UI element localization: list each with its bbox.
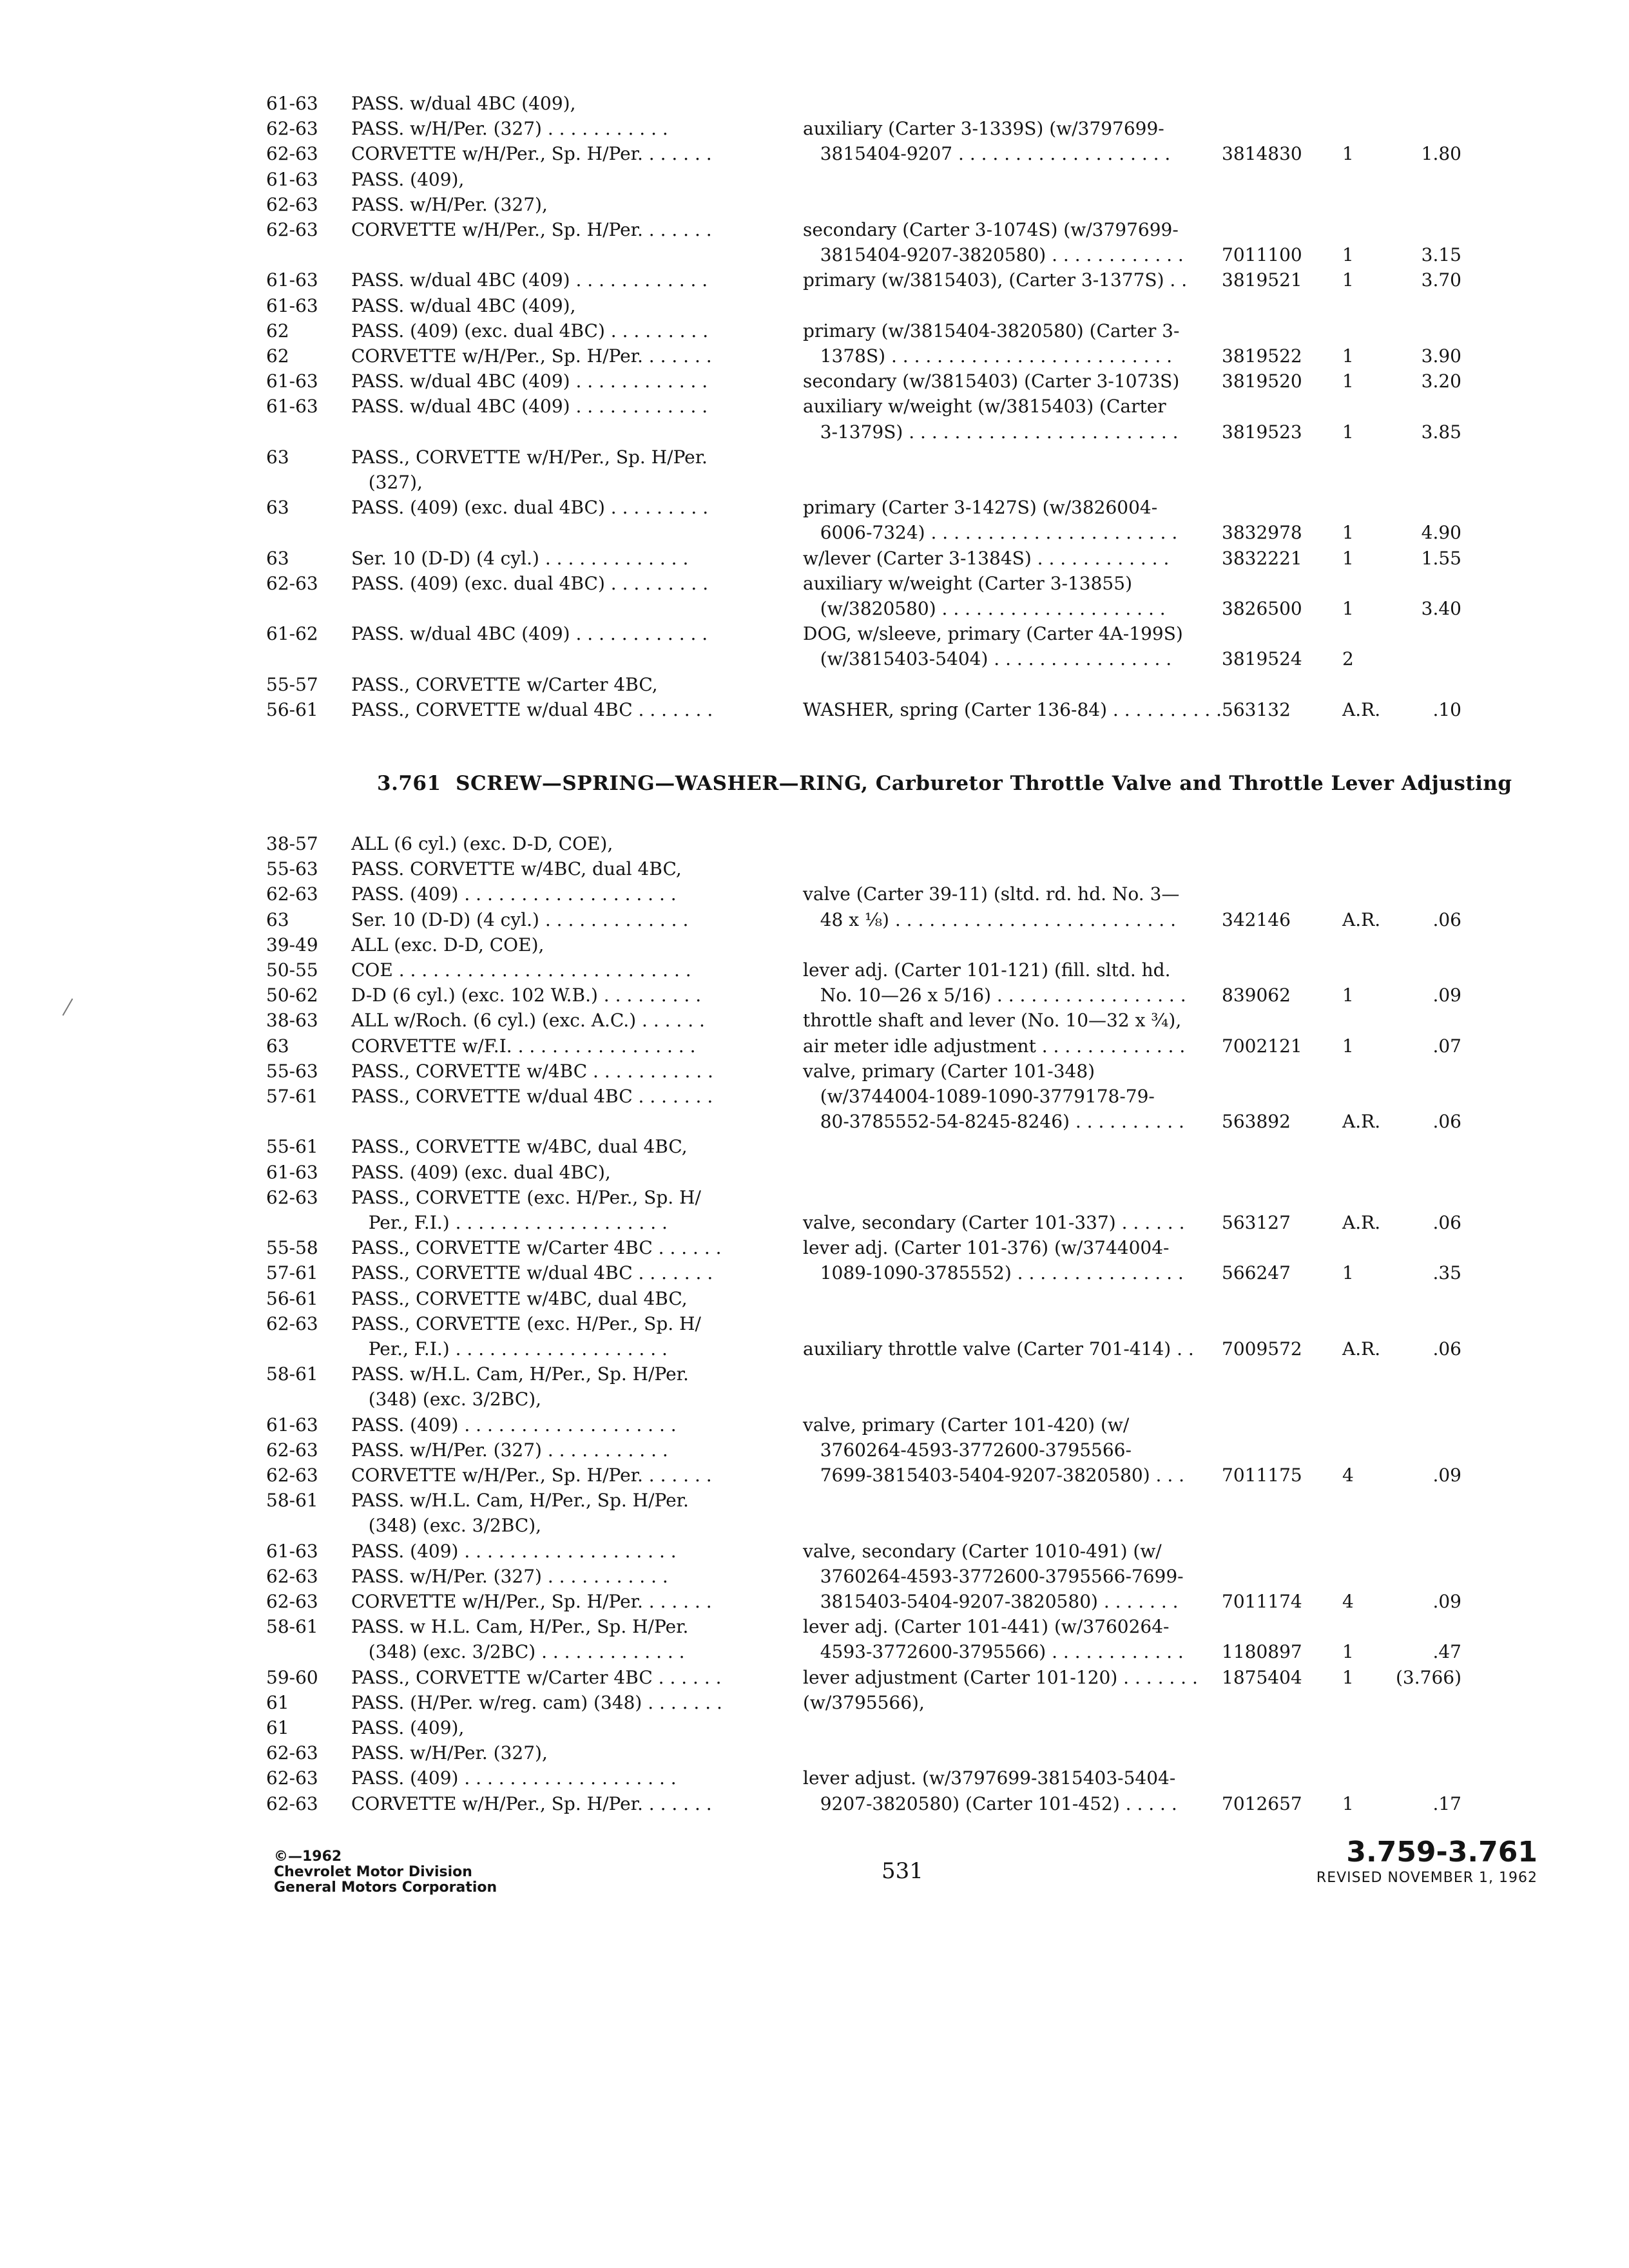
price: .17 xyxy=(1432,1792,1461,1814)
model-year: 62 xyxy=(266,320,289,341)
table-row xyxy=(0,957,1629,983)
model-year: 50-55 xyxy=(266,959,318,981)
application: CORVETTE w/F.I. . . . . . . . . . . . . . . . . xyxy=(351,1035,696,1057)
part-number: 3814830 xyxy=(1222,143,1302,165)
description: (w/3820580) . . . . . . . . . . . . . . . . . . . . xyxy=(803,598,1166,619)
price: .06 xyxy=(1432,1212,1461,1233)
model-year: 62-63 xyxy=(266,572,318,594)
table-row xyxy=(0,1690,1629,1716)
model-year: 61 xyxy=(266,1717,289,1738)
description: 3760264-4593-3772600-3795566-7699- xyxy=(803,1565,1184,1587)
application: PASS., CORVETTE w/dual 4BC . . . . . . . xyxy=(351,1262,713,1284)
application: PASS., CORVETTE w/H/Per., Sp. H/Per. xyxy=(351,446,708,468)
table-row xyxy=(0,1033,1629,1059)
application: Ser. 10 (D-D) (4 cyl.) . . . . . . . . . . . . . xyxy=(351,547,689,569)
application: PASS., CORVETTE w/4BC, dual 4BC, xyxy=(351,1287,688,1309)
application: PASS. w/H/Per. (327) . . . . . . . . . . . xyxy=(351,1565,668,1587)
table-row xyxy=(0,267,1629,293)
table-row xyxy=(0,596,1629,622)
table-row xyxy=(0,495,1629,521)
description: lever adjust. (w/3797699-3815403-5404- xyxy=(803,1767,1176,1789)
application: PASS. w/dual 4BC (409), xyxy=(351,294,576,316)
application: PASS. w H.L. Cam, H/Per., Sp. H/Per. xyxy=(351,1616,689,1638)
application: PASS. CORVETTE w/4BC, dual 4BC, xyxy=(351,858,682,880)
corporation-line: General Motors Corporation xyxy=(274,1879,497,1896)
quantity: A.R. xyxy=(1342,1212,1381,1233)
model-year: 61 xyxy=(266,1691,289,1713)
application: PASS. (H/Per. w/reg. cam) (348) . . . . . . . xyxy=(351,1691,722,1713)
part-number: 3832221 xyxy=(1222,547,1302,569)
quantity: 1 xyxy=(1342,547,1354,569)
table-row xyxy=(0,470,1629,495)
table-row xyxy=(0,394,1629,419)
description: 9207-3820580) (Carter 101-452) . . . . . xyxy=(803,1792,1177,1814)
table-row xyxy=(0,546,1629,572)
table-row xyxy=(0,1539,1629,1564)
table-row xyxy=(0,1513,1629,1539)
application: (327), xyxy=(351,472,423,493)
part-number: 3832978 xyxy=(1222,522,1302,544)
description: (w/3744004-1089-1090-3779178-79- xyxy=(803,1086,1155,1107)
description: 1089-1090-3785552) . . . . . . . . . . . . . . . xyxy=(803,1262,1184,1284)
table-row xyxy=(0,1463,1629,1488)
part-number: 563127 xyxy=(1222,1212,1291,1233)
table-row xyxy=(0,1665,1629,1691)
description: valve, secondary (Carter 101-337) . . . . . . xyxy=(803,1212,1185,1233)
model-year: 62-63 xyxy=(266,1465,318,1486)
price: 1.80 xyxy=(1421,143,1461,165)
table-row xyxy=(0,141,1629,167)
application: PASS. (409) (exc. dual 4BC) . . . . . . . . . xyxy=(351,572,709,594)
table-row xyxy=(0,1059,1629,1084)
application: Per., F.I.) . . . . . . . . . . . . . . . . . . . xyxy=(351,1212,668,1233)
model-year: 61-63 xyxy=(266,1161,318,1183)
table-row xyxy=(0,1008,1629,1033)
table-row xyxy=(0,293,1629,319)
description: 6006-7324) . . . . . . . . . . . . . . . . . . . . . . xyxy=(803,522,1178,544)
price: 3.40 xyxy=(1421,598,1461,619)
quantity: 4 xyxy=(1342,1465,1354,1486)
model-year: 63 xyxy=(266,547,289,569)
model-year: 63 xyxy=(266,908,289,930)
quantity: 1 xyxy=(1342,522,1354,544)
table-row xyxy=(0,445,1629,470)
model-year: 62-63 xyxy=(266,118,318,140)
table-row xyxy=(0,881,1629,907)
application: Per., F.I.) . . . . . . . . . . . . . . . . . . . xyxy=(351,1338,668,1360)
description: lever adjustment (Carter 101-120) . . . . . . . xyxy=(803,1666,1198,1688)
application: PASS., CORVETTE w/dual 4BC . . . . . . . xyxy=(351,1086,713,1107)
application: COE . . . . . . . . . . . . . . . . . . . . . . . . . . xyxy=(351,959,691,981)
application: (348) (exc. 3/2BC), xyxy=(351,1389,542,1410)
part-number: 7002121 xyxy=(1222,1035,1302,1057)
model-year: 63 xyxy=(266,446,289,468)
description: 3-1379S) . . . . . . . . . . . . . . . . . . . . . . . . xyxy=(803,421,1179,443)
table-row xyxy=(0,1564,1629,1590)
price: .07 xyxy=(1432,1035,1461,1057)
application: PASS. (409), xyxy=(351,1717,465,1738)
application: PASS., CORVETTE w/Carter 4BC . . . . . . xyxy=(351,1666,722,1688)
application: PASS. (409) (exc. dual 4BC) . . . . . . . . . xyxy=(351,497,709,519)
table-row xyxy=(0,697,1629,723)
description: 3815404-9207 . . . . . . . . . . . . . . . . . . . xyxy=(803,143,1171,165)
description: auxiliary throttle valve (Carter 701-414) . . xyxy=(803,1338,1194,1360)
model-year: 56-61 xyxy=(266,698,318,720)
model-year: 62-63 xyxy=(266,883,318,905)
quantity: 1 xyxy=(1342,143,1354,165)
table-row xyxy=(0,907,1629,933)
table-row xyxy=(0,1765,1629,1791)
application: PASS. w/H/Per. (327) . . . . . . . . . . . xyxy=(351,118,668,140)
table-row xyxy=(0,116,1629,142)
quantity: 1 xyxy=(1342,370,1354,392)
application: PASS. (409) . . . . . . . . . . . . . . . . . . . xyxy=(351,1767,677,1789)
description: DOG, w/sleeve, primary (Carter 4A-199S) xyxy=(803,623,1183,645)
quantity: 1 xyxy=(1342,598,1354,619)
table-row xyxy=(0,217,1629,243)
price: .06 xyxy=(1432,1338,1461,1360)
price: .47 xyxy=(1432,1641,1461,1663)
price: 3.20 xyxy=(1421,370,1461,392)
price: 1.55 xyxy=(1421,547,1461,569)
model-year: 57-61 xyxy=(266,1262,318,1284)
model-year: 38-57 xyxy=(266,833,318,854)
application: PASS. w/H/Per. (327), xyxy=(351,1742,548,1764)
description: lever adj. (Carter 101-121) (fill. sltd. hd. xyxy=(803,959,1171,981)
model-year: 62-63 xyxy=(266,193,318,215)
part-number: 7009572 xyxy=(1222,1338,1302,1360)
description: (w/3795566), xyxy=(803,1691,925,1713)
price: .35 xyxy=(1432,1262,1461,1284)
model-year: 61-62 xyxy=(266,623,318,645)
description: 3815404-9207-3820580) . . . . . . . . . . . . xyxy=(803,244,1184,266)
description: 7699-3815403-5404-9207-3820580) . . . xyxy=(803,1465,1185,1486)
model-year: 61-63 xyxy=(266,396,318,418)
price: 3.85 xyxy=(1421,421,1461,443)
price: .09 xyxy=(1432,985,1461,1006)
application: CORVETTE w/H/Per., Sp. H/Per. . . . . . . xyxy=(351,143,712,165)
application: PASS., CORVETTE (exc. H/Per., Sp. H/ xyxy=(351,1186,701,1208)
quantity: 1 xyxy=(1342,345,1354,367)
part-number: 563892 xyxy=(1222,1111,1291,1133)
revised-date: REVISED NOVEMBER 1, 1962 xyxy=(1316,1870,1537,1886)
description: air meter idle adjustment . . . . . . . . . . . . . xyxy=(803,1035,1186,1057)
model-year: 56-61 xyxy=(266,1287,318,1309)
quantity: 1 xyxy=(1342,1666,1354,1688)
model-year: 50-62 xyxy=(266,985,318,1006)
page-number: 531 xyxy=(882,1858,923,1884)
price: .06 xyxy=(1432,908,1461,930)
price: 3.90 xyxy=(1421,345,1461,367)
application: (348) (exc. 3/2BC), xyxy=(351,1515,542,1537)
table-row xyxy=(0,983,1629,1008)
part-number: 3819521 xyxy=(1222,269,1302,291)
table-row xyxy=(0,856,1629,882)
application: ALL (6 cyl.) (exc. D-D, COE), xyxy=(351,833,613,854)
model-year: 55-63 xyxy=(266,858,318,880)
model-year: 62-63 xyxy=(266,1742,318,1764)
model-year: 59-60 xyxy=(266,1666,318,1688)
table-row xyxy=(0,1286,1629,1312)
model-year: 62-63 xyxy=(266,1767,318,1789)
part-number: 7011174 xyxy=(1222,1591,1302,1612)
description: 1378S) . . . . . . . . . . . . . . . . . . . . . . . . . xyxy=(803,345,1173,367)
table-row xyxy=(0,192,1629,218)
application: PASS. (409) . . . . . . . . . . . . . . . . . . . xyxy=(351,1540,677,1562)
model-year: 55-63 xyxy=(266,1060,318,1082)
price: .10 xyxy=(1432,698,1461,720)
price: 3.15 xyxy=(1421,244,1461,266)
table-row xyxy=(0,1589,1629,1615)
application: Ser. 10 (D-D) (4 cyl.) . . . . . . . . . . . . . xyxy=(351,908,689,930)
part-number: 566247 xyxy=(1222,1262,1291,1284)
model-year: 55-57 xyxy=(266,673,318,695)
model-year: 61-63 xyxy=(266,1540,318,1562)
quantity: A.R. xyxy=(1342,908,1381,930)
part-number: 7012657 xyxy=(1222,1792,1302,1814)
application: PASS. w/dual 4BC (409) . . . . . . . . . . . . xyxy=(351,370,708,392)
section-footer xyxy=(1316,1836,1537,1888)
section-heading: 3.761 SCREW—SPRING—WASHER—RING, Carburetor Throttle Valve and Throttle Lever Adjusting xyxy=(377,772,1512,795)
application: PASS., CORVETTE w/4BC, dual 4BC, xyxy=(351,1136,688,1158)
description: auxiliary (Carter 3-1339S) (w/3797699- xyxy=(803,118,1164,140)
application: PASS., CORVETTE w/Carter 4BC, xyxy=(351,673,658,695)
application: CORVETTE w/H/Per., Sp. H/Per. . . . . . . xyxy=(351,1465,712,1486)
publisher-block xyxy=(274,1849,497,1896)
table-row xyxy=(0,621,1629,647)
quantity: 1 xyxy=(1342,244,1354,266)
description: valve, primary (Carter 101-420) (w/ xyxy=(803,1414,1130,1436)
application: PASS. w/dual 4BC (409) . . . . . . . . . . . . xyxy=(351,269,708,291)
description: throttle shaft and lever (No. 10—32 x ¾), xyxy=(803,1010,1182,1032)
table-row xyxy=(0,831,1629,857)
table-row xyxy=(0,1614,1629,1640)
price: .06 xyxy=(1432,1111,1461,1133)
price: .09 xyxy=(1432,1465,1461,1486)
price: .09 xyxy=(1432,1591,1461,1612)
description: No. 10—26 x 5/16) . . . . . . . . . . . . . . . . . xyxy=(803,985,1186,1006)
price: (3.766) xyxy=(1395,1666,1461,1688)
quantity: 1 xyxy=(1342,269,1354,291)
model-year: 58-61 xyxy=(266,1616,318,1638)
table-row xyxy=(0,1791,1629,1817)
quantity: A.R. xyxy=(1342,698,1381,720)
description: primary (Carter 3-1427S) (w/3826004- xyxy=(803,497,1158,519)
description: w/lever (Carter 3-1384S) . . . . . . . . . . . . xyxy=(803,547,1170,569)
table-row xyxy=(0,1639,1629,1665)
application: PASS. w/H.L. Cam, H/Per., Sp. H/Per. xyxy=(351,1363,689,1385)
part-number: 3819520 xyxy=(1222,370,1302,392)
price: 3.70 xyxy=(1421,269,1461,291)
table-row xyxy=(0,1740,1629,1766)
application: PASS., CORVETTE (exc. H/Per., Sp. H/ xyxy=(351,1312,701,1334)
part-number: 3819523 xyxy=(1222,421,1302,443)
part-number: 3826500 xyxy=(1222,598,1302,619)
model-year: 63 xyxy=(266,497,289,519)
table-row xyxy=(0,932,1629,958)
part-number: 1875404 xyxy=(1222,1666,1302,1688)
model-year: 62-63 xyxy=(266,1439,318,1461)
quantity: 1 xyxy=(1342,1641,1354,1663)
table-row xyxy=(0,1084,1629,1110)
application: PASS., CORVETTE w/Carter 4BC . . . . . . xyxy=(351,1237,722,1259)
table-row xyxy=(0,318,1629,344)
application: D-D (6 cyl.) (exc. 102 W.B.) . . . . . . . . . xyxy=(351,985,702,1006)
table-row xyxy=(0,1387,1629,1412)
application: PASS. (409) . . . . . . . . . . . . . . . . . . . xyxy=(351,883,677,905)
description: WASHER, spring (Carter 136-84) . . . . . . . . . . xyxy=(803,698,1222,720)
description: primary (w/3815403), (Carter 3-1377S) . . xyxy=(803,269,1188,291)
table-row xyxy=(0,1185,1629,1211)
table-row xyxy=(0,672,1629,698)
application: PASS. w/dual 4BC (409) . . . . . . . . . . . . xyxy=(351,396,708,418)
model-year: 58-61 xyxy=(266,1490,318,1512)
table-row xyxy=(0,1412,1629,1438)
table-row xyxy=(0,419,1629,445)
quantity: A.R. xyxy=(1342,1111,1381,1133)
model-year: 62-63 xyxy=(266,1565,318,1587)
table-row xyxy=(0,369,1629,394)
table-row xyxy=(0,1160,1629,1186)
description: auxiliary w/weight (Carter 3-13855) xyxy=(803,572,1132,594)
copyright-line: ©—1962 xyxy=(274,1849,342,1865)
table-row xyxy=(0,242,1629,268)
application: (348) (exc. 3/2BC) . . . . . . . . . . . . . xyxy=(351,1641,685,1663)
model-year: 58-61 xyxy=(266,1363,318,1385)
model-year: 62-63 xyxy=(266,219,318,240)
model-year: 62 xyxy=(266,345,289,367)
application: ALL (exc. D-D, COE), xyxy=(351,934,545,956)
description: 3760264-4593-3772600-3795566- xyxy=(803,1439,1132,1461)
quantity: 1 xyxy=(1342,1262,1354,1284)
description: valve, secondary (Carter 1010-491) (w/ xyxy=(803,1540,1162,1562)
model-year: 61-63 xyxy=(266,1414,318,1436)
table-row xyxy=(0,1109,1629,1135)
description: 4593-3772600-3795566) . . . . . . . . . . . . xyxy=(803,1641,1184,1663)
division-line: Chevrolet Motor Division xyxy=(274,1864,472,1880)
table-row xyxy=(0,91,1629,117)
table-row xyxy=(0,1715,1629,1741)
application: PASS. (409) (exc. dual 4BC) . . . . . . . . . xyxy=(351,320,709,341)
table-row xyxy=(0,1235,1629,1261)
application: PASS. w/H/Per. (327), xyxy=(351,193,548,215)
description: valve (Carter 39-11) (sltd. rd. hd. No. 3— xyxy=(803,883,1180,905)
table-row xyxy=(0,571,1629,597)
description: secondary (w/3815403) (Carter 3-1073S) xyxy=(803,370,1180,392)
table-row xyxy=(0,520,1629,546)
table-row xyxy=(0,343,1629,369)
model-year: 61-63 xyxy=(266,294,318,316)
description: 80-3785552-54-8245-8246) . . . . . . . . . . xyxy=(803,1111,1184,1133)
table-row xyxy=(0,1437,1629,1463)
table-row xyxy=(0,1336,1629,1362)
description: primary (w/3815404-3820580) (Carter 3- xyxy=(803,320,1180,341)
table-row xyxy=(0,167,1629,193)
description: 3815403-5404-9207-3820580) . . . . . . . xyxy=(803,1591,1179,1612)
application: PASS. (409) . . . . . . . . . . . . . . . . . . . xyxy=(351,1414,677,1436)
application: PASS. w/H.L. Cam, H/Per., Sp. H/Per. xyxy=(351,1490,689,1512)
table-row xyxy=(0,646,1629,672)
table-row xyxy=(0,1134,1629,1160)
model-year: 61-63 xyxy=(266,370,318,392)
table-row xyxy=(0,1210,1629,1236)
application: CORVETTE w/H/Per., Sp. H/Per. . . . . . . xyxy=(351,1591,712,1612)
quantity: 4 xyxy=(1342,1591,1354,1612)
model-year: 55-58 xyxy=(266,1237,318,1259)
application: PASS., CORVETTE w/4BC . . . . . . . . . . . xyxy=(351,1060,713,1082)
table-row xyxy=(0,1260,1629,1286)
application: CORVETTE w/H/Per., Sp. H/Per. . . . . . . xyxy=(351,1792,712,1814)
quantity: 2 xyxy=(1342,648,1354,670)
description: (w/3815403-5404) . . . . . . . . . . . . . . . . xyxy=(803,648,1172,670)
application: CORVETTE w/H/Per., Sp. H/Per. . . . . . . xyxy=(351,345,712,367)
description: 48 x ⅛) . . . . . . . . . . . . . . . . . . . . . . . . . xyxy=(803,908,1177,930)
part-number: 3819524 xyxy=(1222,648,1302,670)
model-year: 61-63 xyxy=(266,168,318,190)
table-row xyxy=(0,1488,1629,1514)
part-number: 7011175 xyxy=(1222,1465,1302,1486)
part-number: 3819522 xyxy=(1222,345,1302,367)
application: CORVETTE w/H/Per., Sp. H/Per. . . . . . . xyxy=(351,219,712,240)
quantity: 1 xyxy=(1342,985,1354,1006)
description: lever adj. (Carter 101-376) (w/3744004- xyxy=(803,1237,1170,1259)
table-row xyxy=(0,1311,1629,1337)
part-number: 1180897 xyxy=(1222,1641,1302,1663)
model-year: 38-63 xyxy=(266,1010,318,1032)
model-year: 62-63 xyxy=(266,1792,318,1814)
quantity: A.R. xyxy=(1342,1338,1381,1360)
section-range: 3.759-3.761 xyxy=(1346,1836,1537,1869)
price: 4.90 xyxy=(1421,522,1461,544)
model-year: 62-63 xyxy=(266,143,318,165)
model-year: 61-63 xyxy=(266,269,318,291)
description: valve, primary (Carter 101-348) xyxy=(803,1060,1095,1082)
part-number: 7011100 xyxy=(1222,244,1302,266)
model-year: 63 xyxy=(266,1035,289,1057)
part-number: 563132 xyxy=(1222,698,1291,720)
model-year: 62-63 xyxy=(266,1591,318,1612)
table-row xyxy=(0,1361,1629,1387)
part-number: 839062 xyxy=(1222,985,1291,1006)
description: lever adj. (Carter 101-441) (w/3760264- xyxy=(803,1616,1170,1638)
application: PASS. w/H/Per. (327) . . . . . . . . . . . xyxy=(351,1439,668,1461)
application: ALL w/Roch. (6 cyl.) (exc. A.C.) . . . . . . xyxy=(351,1010,705,1032)
model-year: 62-63 xyxy=(266,1312,318,1334)
description: auxiliary w/weight (w/3815403) (Carter xyxy=(803,396,1166,418)
description: secondary (Carter 3-1074S) (w/3797699- xyxy=(803,219,1179,240)
application: PASS., CORVETTE w/dual 4BC . . . . . . . xyxy=(351,698,713,720)
application: PASS. w/dual 4BC (409) . . . . . . . . . . . . xyxy=(351,623,708,645)
application: PASS. w/dual 4BC (409), xyxy=(351,93,576,114)
application: PASS. (409) (exc. dual 4BC), xyxy=(351,1161,611,1183)
model-year: 62-63 xyxy=(266,1186,318,1208)
quantity: 1 xyxy=(1342,1792,1354,1814)
quantity: 1 xyxy=(1342,1035,1354,1057)
part-number: 342146 xyxy=(1222,908,1291,930)
quantity: 1 xyxy=(1342,421,1354,443)
model-year: 57-61 xyxy=(266,1086,318,1107)
model-year: 61-63 xyxy=(266,93,318,114)
model-year: 39-49 xyxy=(266,934,318,956)
model-year: 55-61 xyxy=(266,1136,318,1158)
application: PASS. (409), xyxy=(351,168,465,190)
